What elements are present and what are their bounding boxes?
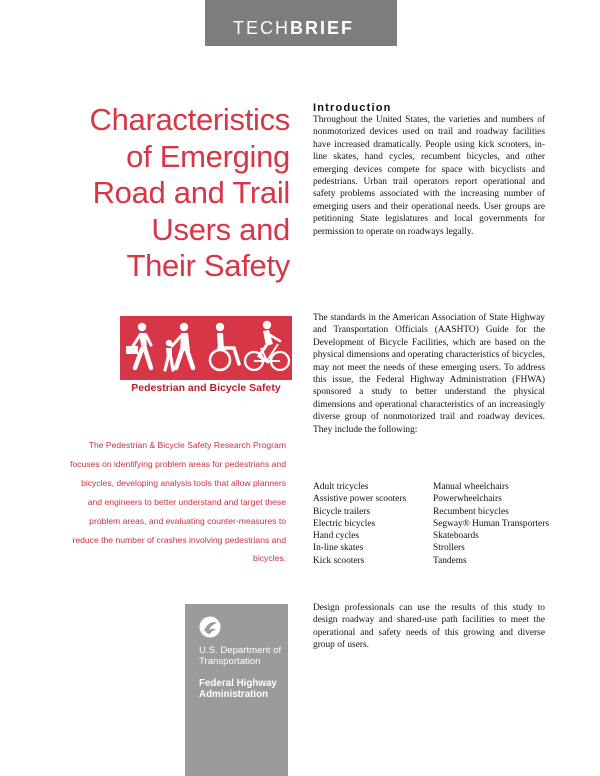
title-line-5: Their Safety [126, 248, 290, 283]
ped-bike-icons-strip [120, 316, 292, 380]
title-line-2: of Emerging [126, 138, 290, 174]
device-item: Tandems [433, 555, 467, 566]
device-item: Hand cycles [313, 531, 360, 542]
device-item: Assistive power scooters [313, 494, 407, 505]
device-item: Electric bicycles [313, 518, 376, 529]
techbrief-banner [205, 0, 397, 46]
title-line-3: Road and Trail [92, 175, 290, 210]
device-list-right [433, 481, 551, 567]
device-list [313, 481, 548, 589]
device-item: Strollers [433, 543, 465, 554]
fhwa-agency-panel [185, 604, 288, 776]
ped-bike-safety-logo [120, 316, 292, 402]
device-list-left [313, 481, 423, 567]
intro-paragraph-2: The standards in the American Association of State Highway and Transportation Officials (AASHTO) Guide for the Development of Bicycle Facilities, which are based on the physical dimensions and operating characteristics of bicycles, may not meet the needs of these emerging users. To address this issue, the Federal Highway Administration (FHWA) sponsored a study to better understand the physical dimensions and operational characteristics of an increasingly diverse group of nonmotorized trail and roadway devices. They include the following: [313, 313, 545, 435]
fhwa-agency-name: Federal Highway Administration [199, 678, 277, 700]
introduction-heading: Introduction [313, 102, 392, 114]
device-item: Recumbent bicycles [433, 506, 509, 517]
program-description: The Pedestrian & Bicycle Safety Research Program focuses on identifying problem areas for pedestrians and bicycles, developing analysis tools that allow planners and engineers to better understand and target these problem areas, and evaluating counter-measures to reduce the number of crashes involving pedestrians and bicycles. [70, 440, 286, 564]
techbrief-label-brief: BRIEF [290, 18, 354, 38]
ped-bike-safety-caption: Pedestrian and Bicycle Safety [131, 382, 281, 394]
dot-department-name: U.S. Department of Transportation [199, 645, 282, 667]
page-title [50, 102, 290, 285]
device-item: Segway® Human Transporters [433, 518, 549, 529]
dot-emblem-icon [199, 616, 221, 638]
device-item: Manual wheelchairs [433, 482, 509, 492]
techbrief-label [233, 18, 354, 39]
intro-paragraph-1: Throughout the United States, the varieties and numbers of nonmotorized devices used on trail and roadway facilities have increased dramatically. People using kick scooters, in-line skates, hand cycles, recumbent bicycles, and other emerging devices compete for space with bicyclists and pedestrians. Urban trail operators report operational and safety problems associated with the increasing number of emerging users and their operational needs. User groups are petitioning State legislatures and local governments for permission to operate on roadways legally. [313, 115, 545, 237]
device-item: Adult tricycles [313, 482, 369, 492]
title-line-1: Characteristics [89, 102, 290, 137]
intro-paragraph-3: Design professionals can use the results of this study to design roadway and shared-use path facilities to meet the operational and safety needs of this growing and diverse group of users. [313, 603, 545, 651]
device-item: In-line skates [313, 543, 364, 554]
title-line-4: Users and [151, 211, 290, 247]
techbrief-label-tech: TECH [233, 18, 290, 38]
pedestrian-bicycle-pictogram-icon [120, 316, 292, 380]
device-item: Skateboards [433, 531, 479, 542]
device-item: Powerwheelchairs [433, 494, 502, 505]
device-item: Kick scooters [313, 555, 365, 566]
device-item: Bicycle trailers [313, 506, 371, 517]
